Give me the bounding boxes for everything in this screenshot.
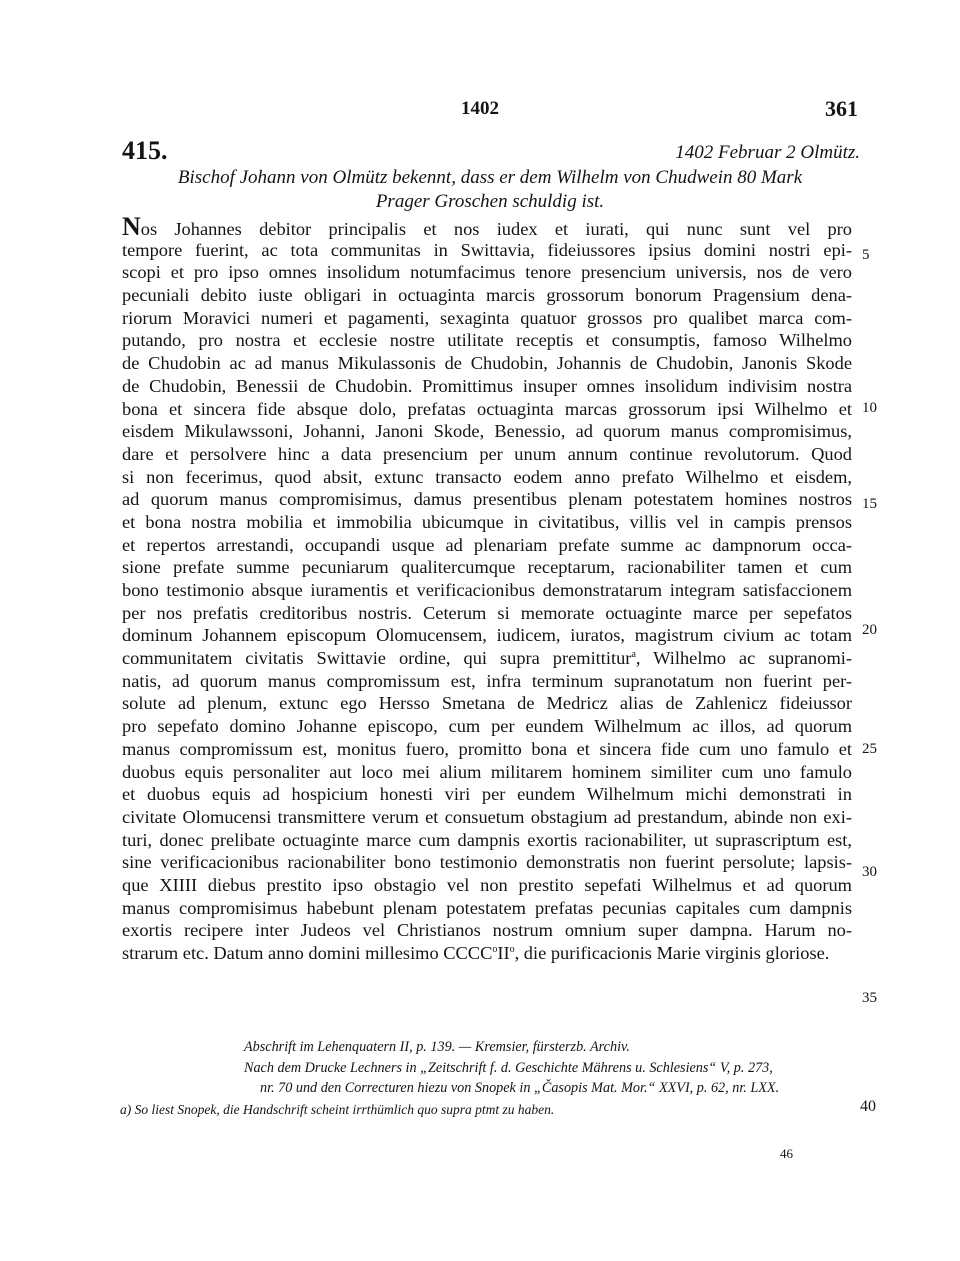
- body-line: et repertos arrestandi, occupandi usque ad plenariam prefate summe ac dampnorum occa-: [122, 534, 852, 555]
- body-line: que XIIII diebus prestito ipso obstagio vel non prestito sepefati Wilhelmus et ad quorum: [122, 874, 852, 895]
- body-line: scopi et pro ipso omnes insolidum notumfacimus tenore presencium universis, nos de vero: [122, 262, 852, 283]
- body-line: si non fecerimus, quod absit, extunc transacto eodem anno prefato Wilhelmo et eisdem,: [122, 466, 852, 487]
- line-number: 35: [862, 990, 877, 1006]
- body-line: exortis recipere inter Judeos vel Christianos nostrum omnium super dampna. Harum no-: [122, 920, 852, 941]
- body-line: bona et sincera fide absque dolo, prefatas octuaginta marcas grossorum ipsi Wilhelmo et: [122, 398, 852, 419]
- drop-cap: N: [122, 212, 141, 241]
- sheet-signature: 46: [780, 1146, 793, 1161]
- body-line: manus compromissum est, monitus fuero, promitto bona et sincera fide cum uno famulo et: [122, 738, 852, 759]
- body-line: sione prefate summe pecuniarum qualitercumque receptarum, racionabiliter tamen et cum: [122, 557, 852, 578]
- footnote: [120, 1102, 554, 1118]
- body-line: turi, donec prelibate octuaginte marce cum dampnis exortis racionabiliter, ut suprascriptum est,: [122, 829, 852, 850]
- body-line: de Chudobin ac ad manus Mikulassonis de Chudobin, Johannis de Chudobin, Janonis Skode: [122, 353, 852, 374]
- body-line: bono testimonio absque iuramentis et verificacionibus demonstratarum integram satisfaccionem: [122, 580, 852, 600]
- body-line: natis, ad quorum manus compromissum est, infra terminum supranotatum non fuerint per-: [122, 670, 852, 691]
- body-line-text: strarum etc. Datum anno domini millesimo CCCC: [122, 943, 493, 963]
- running-head-year: 1402: [461, 98, 499, 119]
- line-number: 20: [862, 622, 877, 638]
- line-number: 5: [862, 247, 870, 263]
- body-line-text: , Wilhelmo ac supranomi-: [635, 648, 852, 669]
- body-line-text: os Johannes debitor principalis et nos iudex et iurati, qui nunc sunt vel pro: [140, 219, 852, 239]
- footnote-marker: a): [120, 1102, 132, 1117]
- body-line: de Chudobin, Benessii de Chudobin. Promittimus insuper omnes insolidum indivisim nostra: [122, 375, 852, 396]
- source-line: Nach dem Drucke Lechners in „Zeitschrift f. d. Geschichte Mährens u. Schlesiens“ V, p. 273,: [244, 1059, 773, 1076]
- body-line-text: II: [497, 943, 510, 963]
- footnote-text: So liest Snopek, die Handschrift scheint irrthümlich quo supra ptmt zu haben.: [134, 1102, 555, 1117]
- line-number: 25: [862, 741, 877, 757]
- document-date-place: 1402 Februar 2 Olmütz.: [675, 142, 860, 163]
- body-line: per nos prefatis creditoribus nostris. Ceterum si memorate octuaginte marce per sepefatos: [122, 602, 852, 623]
- source-line: Abschrift im Lehenquatern II, p. 139. — Kremsier, fürsterzb. Archiv.: [244, 1039, 630, 1055]
- body-line: eisdem Mikulawssoni, Johanni, Janoni Skode, Benessio, ad quorum manus compromisimus,: [122, 421, 852, 442]
- document-summary: [118, 166, 862, 214]
- body-line: et bona nostra mobilia et immobilia ubicumque in civitatibus, villis vel in campis prensos: [122, 511, 852, 532]
- body-line: riorum Moravici numeri et pagamenti, sexaginta quatuor grossos pro qualibet marca com-: [122, 307, 852, 328]
- summary-line: Prager Groschen schuldig ist.: [375, 191, 605, 212]
- body-line: pecuniali debito iuste obligari in octuaginta marcis grossorum bonorum Pragensium dena-: [122, 285, 852, 306]
- body-line: [122, 942, 852, 965]
- body-line: dominum Johannem episcopum Olomucensem, iudicem, iuratos, magistrum civium ac totam: [122, 625, 852, 646]
- body-line-text: , die purificacionis Marie virginis gloriose.: [514, 943, 830, 963]
- line-number: 30: [862, 864, 877, 880]
- document-number: 415.: [122, 136, 168, 165]
- line-number: 15: [862, 496, 877, 512]
- superscript: o: [492, 943, 498, 955]
- summary-line: Bischof Johann von Olmütz bekennt, dass er dem Wilhelm von Chudwein 80 Mark: [177, 167, 803, 188]
- body-line: [122, 212, 852, 241]
- body-line: sine verificacionibus racionabiliter bono testimonio demonstratis non fuerint persolute; lapsis-: [122, 852, 852, 873]
- body-line: [122, 647, 852, 670]
- body-line: civitate Olomucensi transmittere verum et consuetum obstagium ad prestandum, abinde non exi-: [122, 806, 852, 827]
- body-line: duobus equis personaliter aut loco mei alium militarem hominem similiter cum uno famulo: [122, 761, 852, 782]
- source-line: nr. 70 und den Correcturen hiezu von Snopek in „Časopis Mat. Mor.“ XXVI, p. 62, nr. LXX.: [260, 1080, 780, 1096]
- body-line: dare et persolvere hinc a data presencium per unum annum continue revolutorum. Quod: [122, 443, 852, 464]
- line-number: 40: [860, 1098, 876, 1115]
- body-line: manus compromisimus habebunt plenam potestatem prefatas pecunias capitales cum dampnis: [122, 897, 852, 918]
- body-line: pro sepefato domino Johanne episcopo, cum per eundem Wilhelmum ac illos, ad quorum: [122, 716, 852, 737]
- line-number: 10: [862, 400, 877, 416]
- body-line: et duobus equis ad hospicium honesti viri per eundem Wilhelmum michi demonstrati in: [122, 784, 852, 805]
- source-notes: [200, 1037, 860, 1099]
- body-line-text: communitatem civitatis Swittavie ordine, qui supra premittitur: [122, 648, 632, 669]
- page-number: 361: [825, 96, 858, 121]
- body-line: solute ad plenum, extunc ego Hersso Smetana de Medricz alias de Zahlenicz fideiussor: [122, 693, 852, 714]
- document-body: [122, 212, 852, 965]
- body-line: putando, pro nostra et ecclesie nostre utilitate receptis et consumptis, famoso Wilhelmo: [122, 330, 852, 351]
- body-line: ad quorum manus compromisimus, damus presentibus plenam potestatem homines nostros: [122, 489, 852, 510]
- footnote-ref: a: [631, 648, 636, 660]
- body-line: tempore fuerint, ac tota communitas in Swittavia, fideiussores ipsius domini nostri epi-: [122, 239, 852, 260]
- superscript: o: [509, 943, 515, 955]
